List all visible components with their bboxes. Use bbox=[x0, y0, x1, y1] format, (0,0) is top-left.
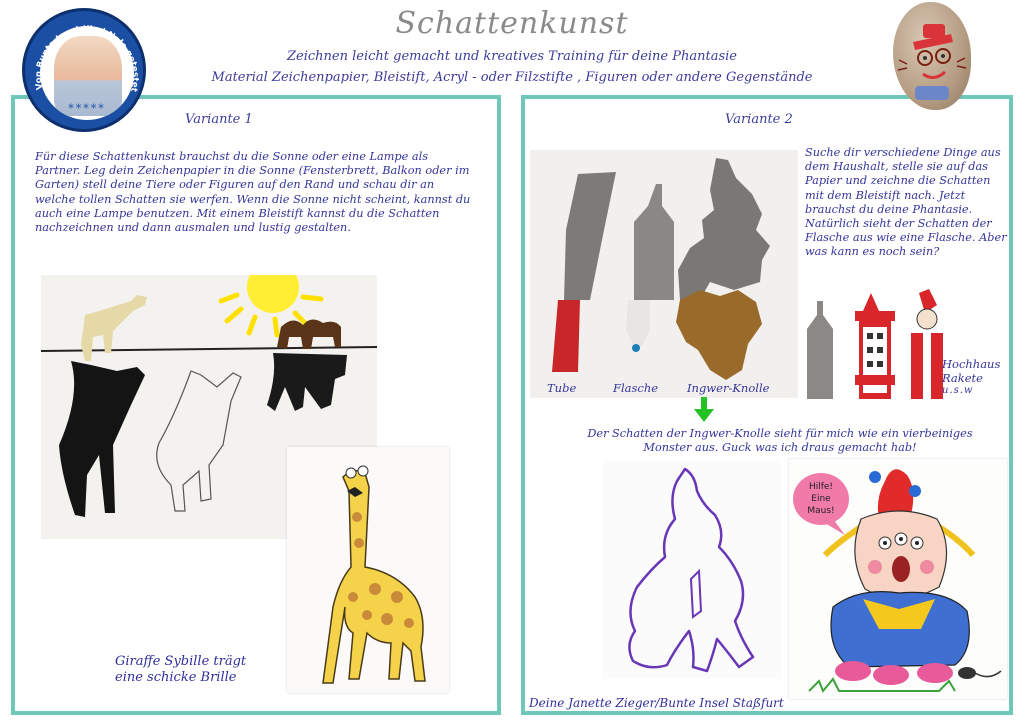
label-rakete: Rakete bbox=[942, 371, 983, 385]
variant1-instructions: Für diese Schattenkunst brauchst du die Sonne oder eine Lampe als Partner. Leg dein Zeichenpapier in die Sonne (Fensterbrett, Balkon oder im Garten) stell deine Tiere oder Figuren auf den Rand und schau dir an welche tollen Schatten sie werfen. Wenn die Sonne nicht scheint, kannst du auch eine Lampe benutzen. Mit einem Bleistift kannst du die Schatten nachzeichnen und dann ausmalen und lustig gestalten. bbox=[35, 150, 471, 235]
variant2-instructions: Suche dir verschiedene Dinge aus dem Haushalt, stelle sie auf das Papier und zeichne die Schatten mit dem Bleistift nach. Jetzt brauchst du deine Phantasie. Natürlich sieht der Schatten der Flasche aus wie eine Flasche. Aber was kann es noch sein? bbox=[805, 146, 1007, 259]
badge-stars: ***** bbox=[68, 102, 106, 115]
arrow-down-icon bbox=[693, 397, 715, 423]
tested-badge-logo bbox=[22, 8, 146, 132]
badge-ring-text bbox=[25, 11, 149, 135]
variant2-panel bbox=[521, 95, 1013, 715]
caption-line-2: eine schicke Brille bbox=[115, 670, 237, 685]
caption-line-1: Giraffe Sybille trägt bbox=[115, 654, 247, 669]
speech-line-2: Eine bbox=[811, 494, 831, 504]
author-signature: Deine Janette Zieger/Bunte Insel Staßfurt bbox=[529, 696, 784, 710]
speech-line-1: Hilfe! bbox=[808, 482, 834, 492]
label-ingwer: Ingwer-Knolle bbox=[687, 381, 770, 395]
page-subtitle: Zeichnen leicht gemacht und kreatives Training für deine Phantasie bbox=[287, 49, 737, 64]
label-flasche: Flasche bbox=[613, 381, 659, 395]
giraffe-drawing-photo bbox=[287, 447, 449, 693]
ginger-monster-text: Der Schatten der Ingwer-Knolle sieht für mich wie ein vierbeiniges Monster aus. Guck was ich draus gemacht hab! bbox=[587, 427, 973, 455]
variant1-title: Variante 1 bbox=[185, 112, 253, 127]
materials-line: Material Zeichenpapier, Bleistift, Acryl - oder Filzstifte , Figuren oder andere Gegenstände bbox=[211, 70, 813, 85]
svg-text:Von Bunte-Insel-Kind Nele gete: Von Bunte-Insel-Kind Nele getestet bbox=[33, 24, 141, 93]
label-usw: u.s.w bbox=[942, 385, 974, 396]
label-hochhaus: Hochhaus bbox=[942, 357, 1001, 371]
painted-stone-image bbox=[893, 2, 971, 110]
label-tube: Tube bbox=[547, 381, 577, 395]
giraffe-caption bbox=[115, 654, 246, 686]
ginger-outline-drawing bbox=[603, 461, 781, 679]
variant1-panel bbox=[11, 95, 501, 715]
speech-line-3: Maus! bbox=[807, 506, 835, 516]
page-title: Schattenkunst bbox=[395, 6, 629, 41]
monster-drawing-photo bbox=[789, 459, 1007, 699]
variant2-title: Variante 2 bbox=[725, 112, 793, 127]
household-objects-photo bbox=[530, 150, 798, 398]
